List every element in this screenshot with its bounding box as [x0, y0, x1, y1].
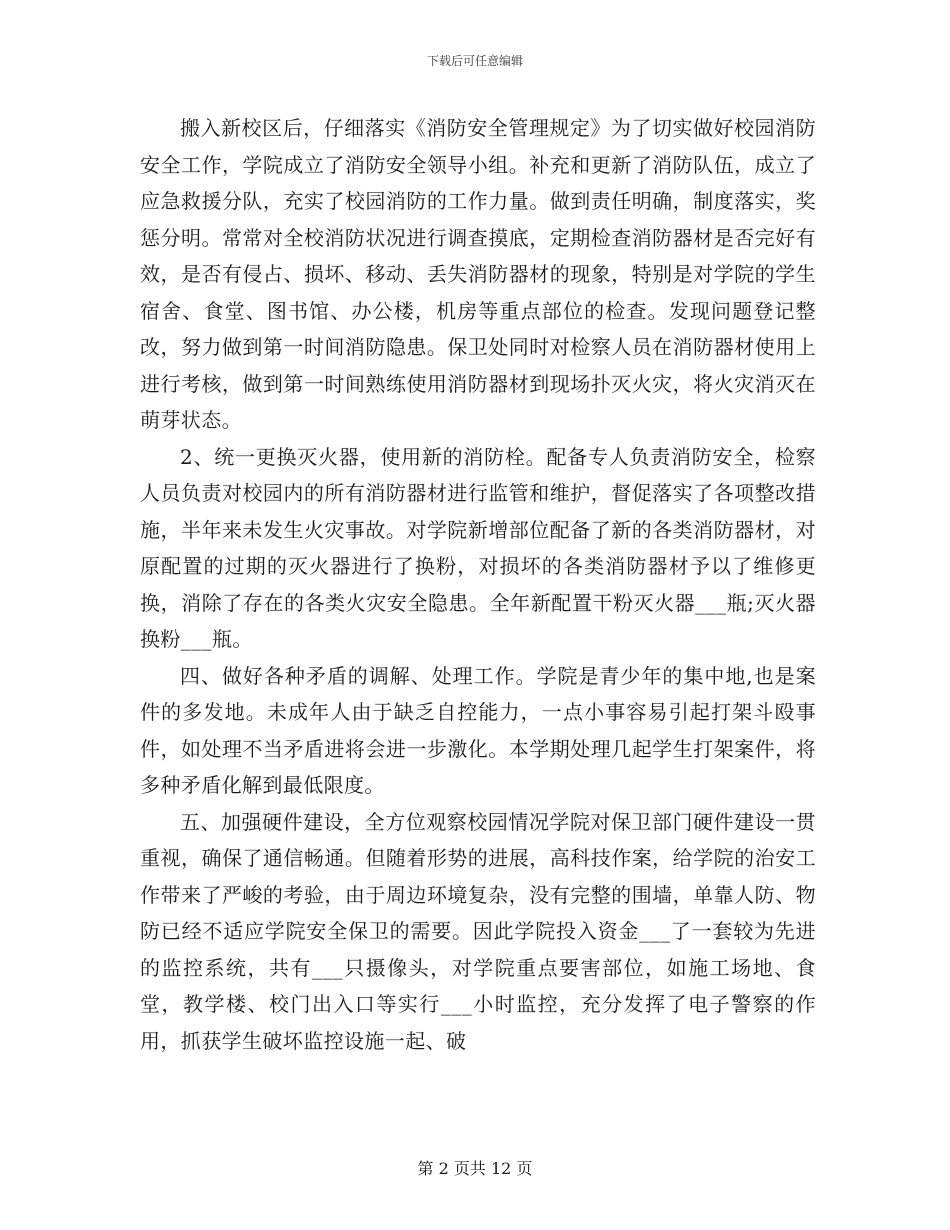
page-header: 下载后可任意编辑 [426, 54, 523, 68]
paragraph-extinguisher-replacement: 2、统一更换灭火器，使用新的消防栓。配备专人负责消防安全，检察人员负责对校园内的所有消防器材进行监管和维护，督促落实了各项整改措施，半年来未发生火灾事故。对学院新增部位配备了新的各类消防器材，对原配置的过期的灭火器进行了换粉，对损坏的各类消防器材予以了维修更换，消除了存在的各类火灾安全隐患。全年新配置干粉灭火器___瓶;灭火器换粉___瓶。 [140, 444, 816, 651]
paragraph-hardware-construction: 五、加强硬件建设，全方位观察校园情况学院对保卫部门硬件建设一贯重视，确保了通信畅通。但随着形势的进展，高科技作案，给学院的治安工作带来了严峻的考验，由于周边环境复杂，没有完整的围墙，单靠人防、物防已经不适应学院安全保卫的需要。因此学院投入资金___了一套较为先进的监控系统，共有___只摄像头，对学院重点要害部位，如施工场地、食堂，教学楼、校门出入口等实行___小时监控，充分发挥了电子警察的作用，抓获学生破坏监控设施一起、破 [140, 809, 816, 1053]
paragraph-campus-fire-safety: 搬入新校区后，仔细落实《消防安全管理规定》为了切实做好校园消防安全工作，学院成立了消防安全领导小组。补充和更新了消防队伍，成立了应急救援分队，充实了校园消防的工作力量。做到责任明确，制度落实，奖惩分明。常常对全校消防状况进行调查摸底，定期检查消防器材是否完好有效，是否有侵占、损坏、移动、丢失消防器材的现象，特别是对学院的学生宿舍、食堂、图书馆、办公楼，机房等重点部位的检查。发现问题登记整改，努力做到第一时间消防隐患。保卫处同时对检察人员在消防器材使用上进行考核，做到第一时间熟练使用消防器材到现场扑灭火灾，将火灾消灭在萌芽状态。 [140, 116, 816, 432]
page-footer: 第 2 页共 12 页 [417, 1159, 533, 1178]
document-body [140, 110, 816, 1059]
paragraph-conflict-mediation: 四、做好各种矛盾的调解、处理工作。学院是青少年的集中地,也是案件的多发地。未成年人由于缺乏自控能力，一点小事容易引起打架斗殴事件，如处理不当矛盾进将会进一步激化。本学期处理几起学生打架案件，将多种矛盾化解到最低限度。 [140, 663, 816, 797]
